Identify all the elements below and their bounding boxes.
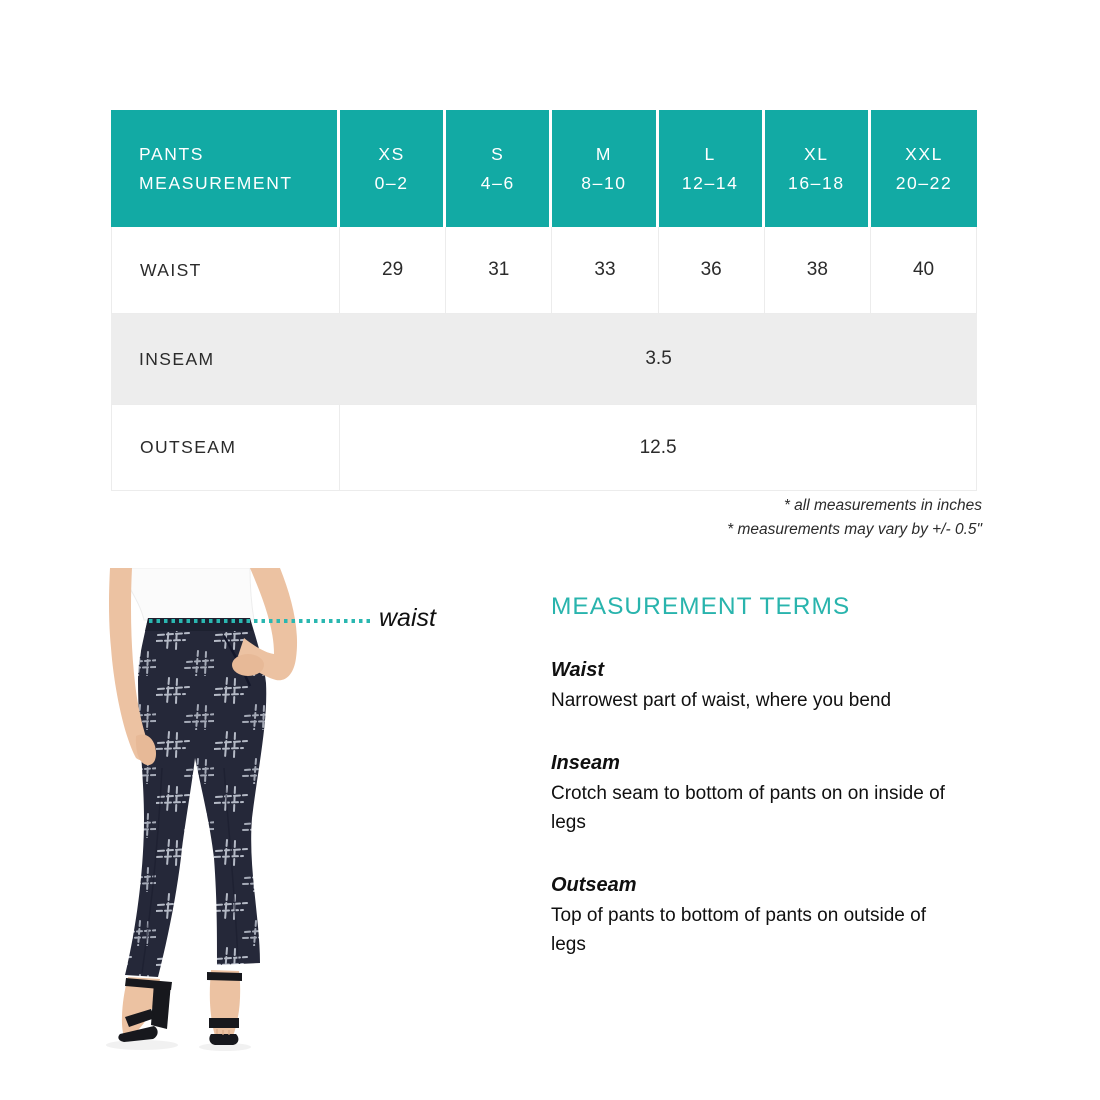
inseam-merged-value: 3.5 <box>340 314 977 404</box>
term-item-inseam <box>551 749 956 837</box>
footnotes <box>111 494 982 542</box>
waist-row <box>111 227 977 314</box>
waist-measure-dotted-line <box>149 619 370 623</box>
term-name: Inseam <box>551 752 620 774</box>
inseam-row-label: INSEAM <box>111 314 340 404</box>
size-range: 8–10 <box>581 172 627 193</box>
inseam-row <box>111 314 977 404</box>
waist-value-xl: 38 <box>765 227 871 314</box>
size-range: 0–2 <box>374 172 409 193</box>
waist-row-label: WAIST <box>111 227 340 314</box>
size-name: XS <box>378 143 405 164</box>
outseam-merged-value: 12.5 <box>340 404 977 491</box>
footnote-inches: * all measurements in inches <box>783 497 982 514</box>
footnote-variance: * measurements may vary by +/- 0.5" <box>727 521 982 538</box>
right-toe-strap <box>209 1018 239 1028</box>
model-photo <box>98 568 338 1068</box>
size-name: XXL <box>905 143 943 164</box>
header-label-line2: MEASUREMENT <box>139 172 293 193</box>
header-cell-xs <box>340 110 446 227</box>
measurement-terms-section <box>551 592 956 993</box>
size-table <box>111 110 977 491</box>
size-name: S <box>491 143 505 164</box>
waist-value-xxl: 40 <box>871 227 977 314</box>
waist-value-xs: 29 <box>340 227 446 314</box>
terms-heading: MEASUREMENT TERMS <box>551 593 851 620</box>
pants-measurement-table <box>111 110 977 491</box>
header-cell-pants-measurement <box>111 110 340 227</box>
model-top <box>120 568 254 620</box>
header-cell-xxl <box>871 110 977 227</box>
size-name: M <box>595 143 613 164</box>
header-cell-xl <box>765 110 871 227</box>
size-range: 4–6 <box>480 172 515 193</box>
size-name: L <box>704 143 716 164</box>
term-name: Outseam <box>551 874 637 896</box>
size-range: 16–18 <box>788 172 845 193</box>
outseam-row-label: OUTSEAM <box>111 404 340 491</box>
waist-value-m: 33 <box>552 227 658 314</box>
term-definition: Crotch seam to bottom of pants on on inside of legs <box>551 783 945 833</box>
term-definition: Narrowest part of waist, where you bend <box>551 690 892 711</box>
header-cell-l <box>659 110 765 227</box>
header-cell-m <box>552 110 658 227</box>
table-header-row <box>111 110 977 227</box>
header-cell-s <box>446 110 552 227</box>
waist-value-s: 31 <box>446 227 552 314</box>
size-range: 20–22 <box>895 172 953 193</box>
right-ankle-strap <box>207 972 242 981</box>
right-sole <box>209 1034 238 1045</box>
outseam-row <box>111 404 977 491</box>
term-definition: Top of pants to bottom of pants on outside of legs <box>551 905 926 955</box>
term-item-outseam <box>551 871 956 959</box>
term-item-waist <box>551 656 956 715</box>
header-label-line1: PANTS <box>139 143 205 164</box>
model-figure-illustration <box>98 568 338 1068</box>
term-name: Waist <box>551 659 604 681</box>
model-hand-in-pocket <box>232 654 264 676</box>
waist-value-l: 36 <box>659 227 765 314</box>
size-range: 12–14 <box>681 172 739 193</box>
floor-shadow <box>106 1040 178 1050</box>
waist-annotation-label: waist <box>379 604 436 632</box>
size-name: XL <box>804 143 829 164</box>
